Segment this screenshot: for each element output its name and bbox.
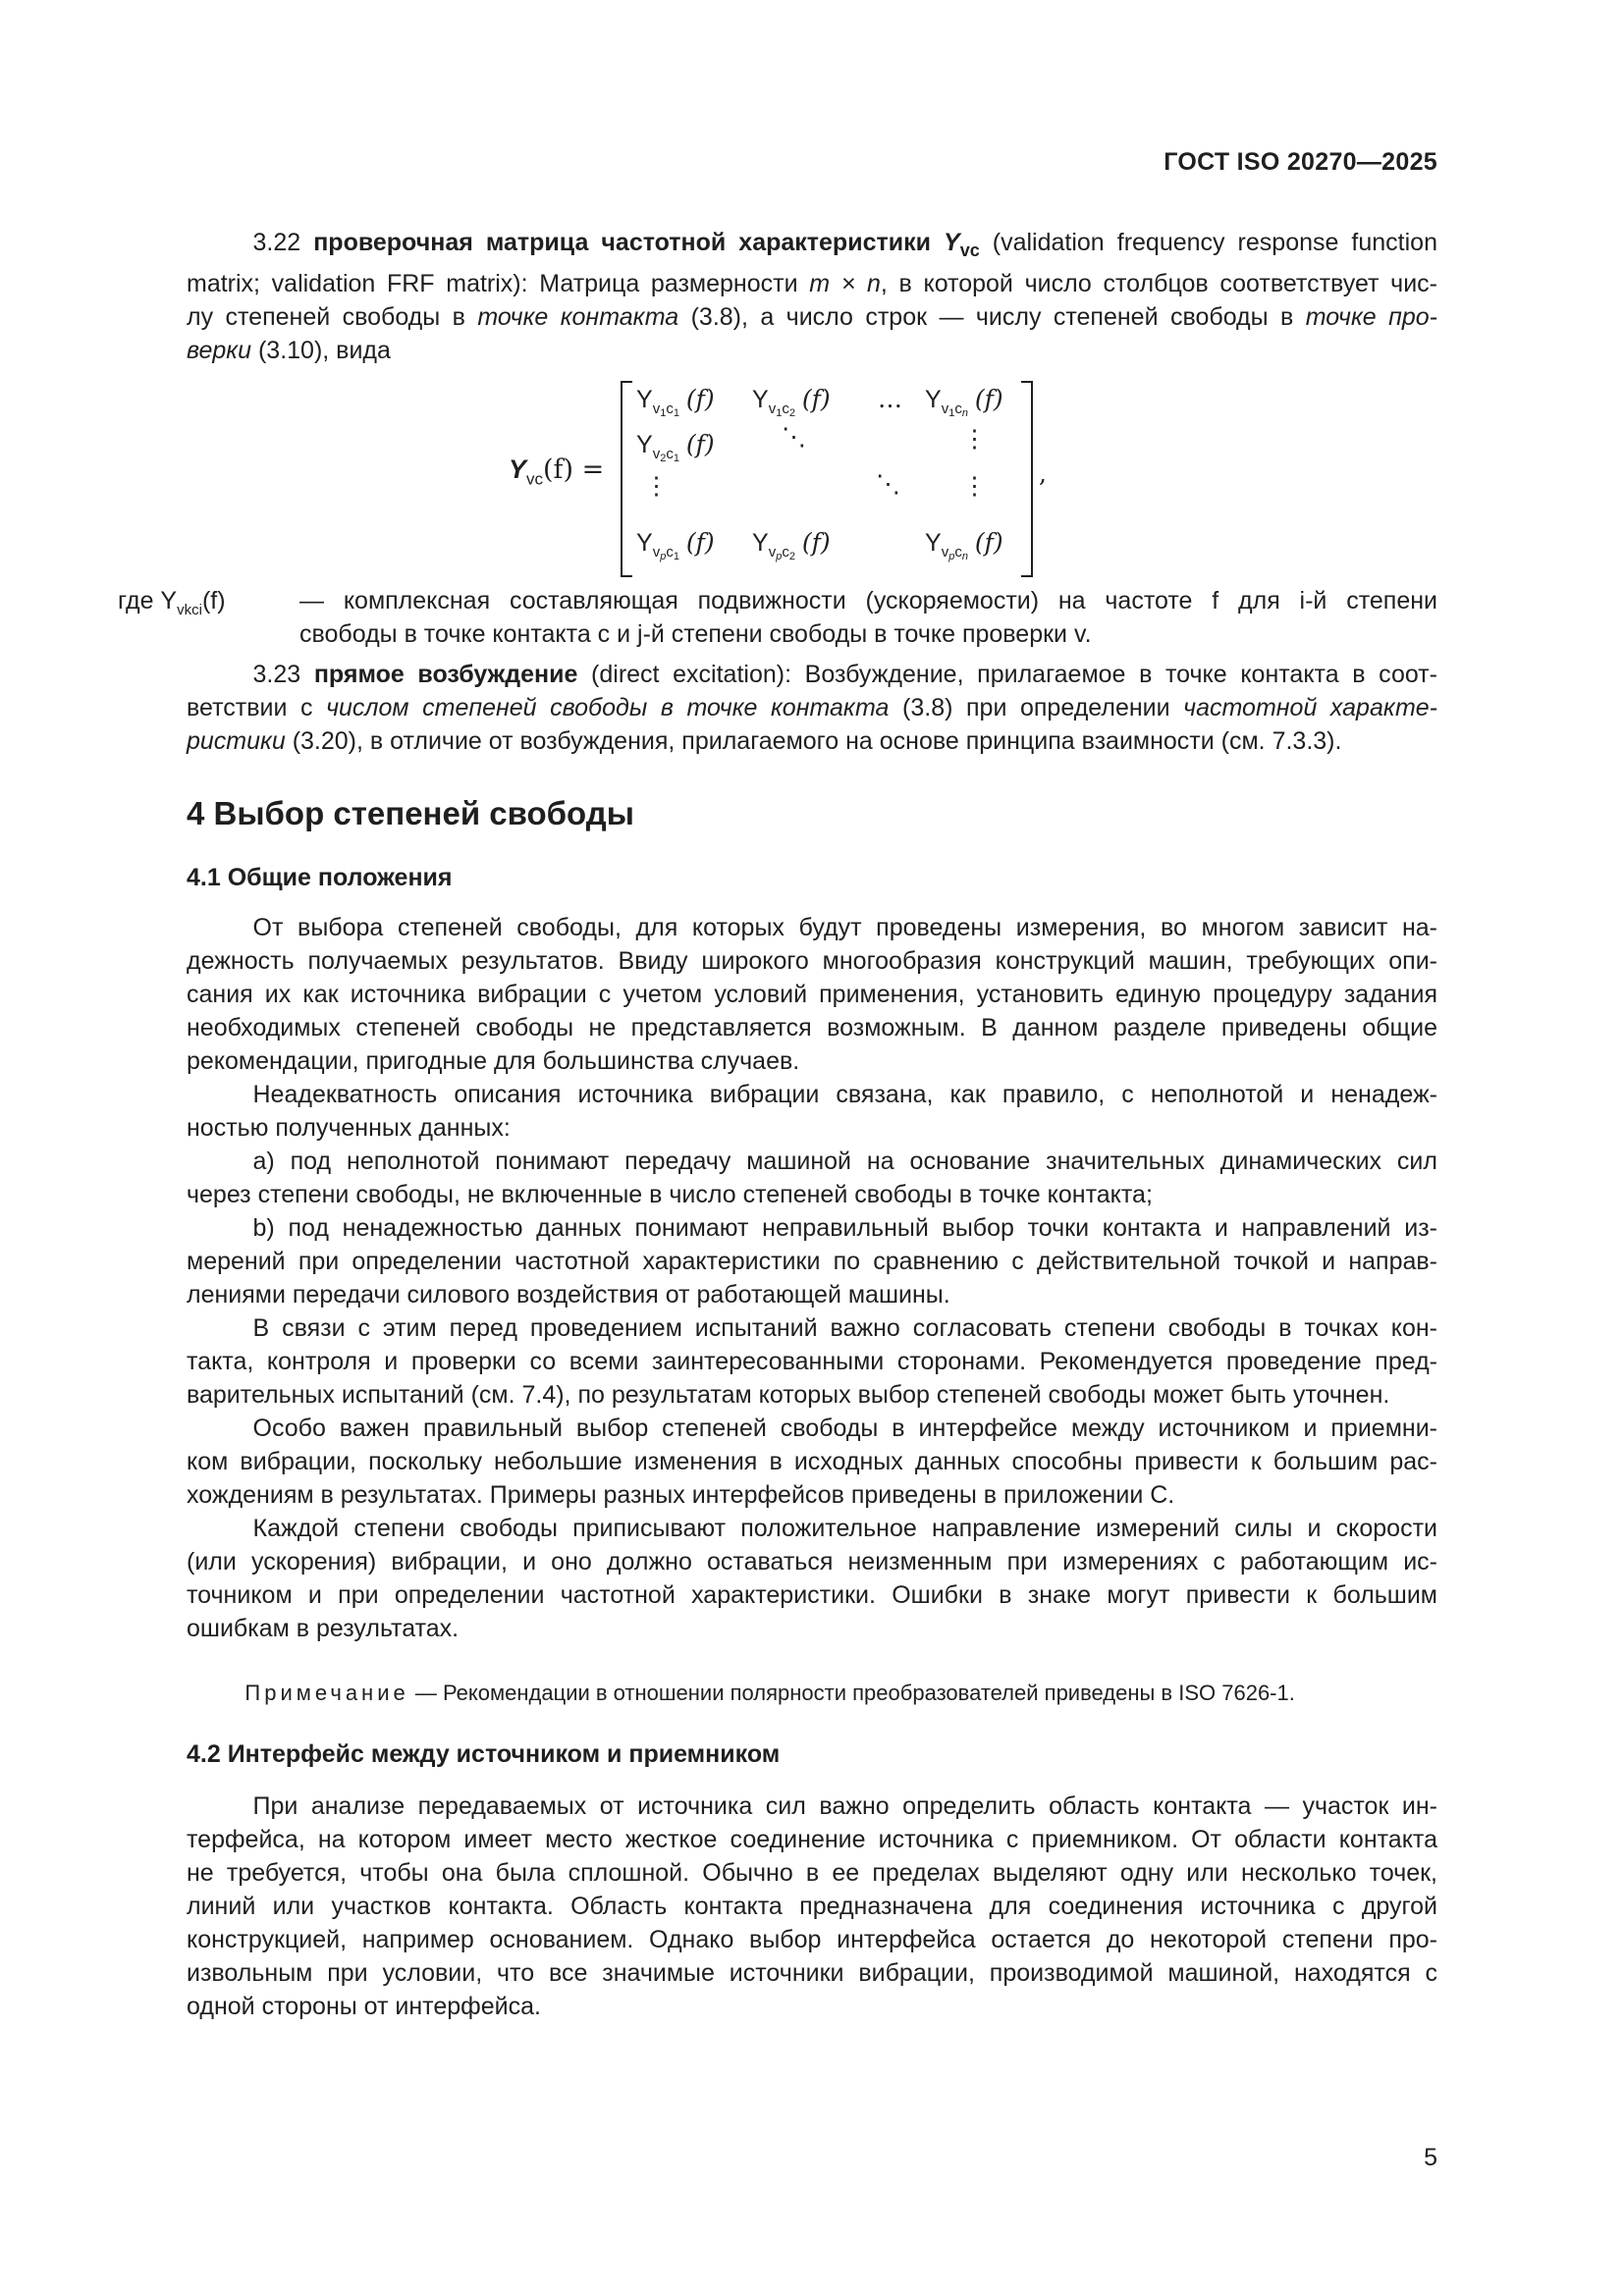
matrix-cell: $Y_{v_1c_n}$ (f): [925, 385, 1003, 419]
definition-line: лу степеней свободы в точке контакта (3.8), а число строк — числу степеней свободы в точке про-: [187, 303, 1437, 331]
left-bracket: [621, 381, 632, 577]
subsection-heading: 4.1 Общие положения: [187, 864, 453, 891]
matrix-label: $Y_{vc}(f)$ =: [509, 454, 605, 489]
subsection-heading: 4.2 Интерфейс между источником и приемником: [187, 1740, 781, 1768]
definition-3-23: 3.23 прямое возбуждение (direct excitation): Возбуждение, прилагаемое в точке контакта в соот- ветствии с числом степеней свободы в точке контакта (3.8) при определении частотной характе- ристики (3.20), в отличие от возбуждения, прилагаемого на основе принципа взаимности (см. 7.3.3).: [187, 661, 1438, 755]
frf-matrix-formula: $Y_{vc}(f)$ = $Y_{v_1c_1}$ (f) $Y_{v_1c_2}$ (f) … $Y_{v_1c_n}$ (f) $Y_{v_2c_1}$ (f) ⋱ ⋮ ⋮ ⋱ ⋮ $Y_{v_pc_1}$ (f) $Y_{v_pc_2}$ (f) $Y_{v_pc_n}$ (f) ,: [491, 373, 1100, 579]
matrix-cell: $Y_{v_1c_1}$ (f): [636, 385, 715, 419]
ellipsis: ⋮: [644, 471, 669, 500]
definition-line: 3.22 проверочная матрица частотной характеристики $Y_{vc}$ (validation frequency response function: [252, 229, 1437, 260]
section-heading: 4 Выбор степеней свободы: [187, 795, 634, 831]
where-text: — комплексная составляющая подвижности (ускоряемости) на частоте f для i-й степени свободы в точке контакта c и j-й степени свободы в точке проверки v.: [299, 587, 1437, 648]
ellipsis: ⋱: [876, 469, 900, 498]
matrix-cell: $Y_{v_pc_1}$ (f): [636, 528, 715, 562]
matrix-cell: $Y_{v_2c_1}$ (f): [636, 430, 715, 464]
matrix-cell: $Y_{v_pc_n}$ (f): [925, 528, 1003, 562]
ellipsis: ⋮: [962, 424, 987, 453]
definition-line: верки (3.10), вида: [187, 337, 391, 364]
standard-header: ГОСТ ISO 20270—2025: [1164, 148, 1437, 176]
definition-3-22: [187, 226, 1437, 367]
note: Примечание — Рекомендации в отношении полярности преобразователей приведены в ISO 7626-1.: [244, 1681, 1295, 1705]
matrix-cell: $Y_{v_pc_2}$ (f): [752, 528, 831, 562]
section-4-1-body: От выбора степеней свободы, для которых будут проведены измерения, во многом зависит на- дежность получаемых результатов. Ввиду широкого многообразия конструкций машин, требующих опи- сания их как источника вибрации с учетом условий применения, установить единую процедуру задания необходимых степеней свободы не представляется возможным. В данном разделе приведены общие рекомендации, пригодные для большинства случаев. Неадекватность описания источника вибрации связана, как правило, с неполнотой и ненадеж- ностью полученных данных: a) под неполнотой понимают передачу машиной на основание значительных динамических сил через степени свободы, не включенные в число степеней свободы в точке контакта; b) под ненадежностью данных понимают неправильный выбор точки контакта и направлений из- мерений при определении частотной характеристики по сравнению с действительной точкой и направ- лениями передачи силового воздействия от работающей машины. В связи с этим перед проведением испытаний важно согласовать степени свободы в точках кон- такта, контроля и проверки со всеми заинтересованными сторонами. Рекомендуется проведение пред- варительных испытаний (см. 7.4), по результатам которых выбор степеней свободы может быть уточнен. Особо важен правильный выбор степеней свободы в интерфейсе между источником и приемни- ком вибрации, поскольку небольшие изменения в исходных данных способны привести к большим рас- хождениям в результатах. Примеры разных интерфейсов приведены в приложении С. Каждой степени свободы приписывают положительное направление измерений силы и скорости (или ускорения) вибрации, и оно должно оставаться неизменным при измерениях с работающим ис- точником и при определении частотной характеристики. Ошибки в знаке могут привести к большим ошибкам в результатах.: [187, 914, 1437, 1642]
ellipsis: ⋱: [782, 422, 806, 451]
right-bracket: [1021, 381, 1033, 577]
where-label: где $Y_{vkci}(f)$: [118, 587, 226, 618]
section-4-2-body: При анализе передаваемых от источника сил важно определить область контакта — участок ин- терфейса, на котором имеет место жесткое соединение источника с приемником. От области контакта не требуется, чтобы она была сплошной. Обычно в ее пределах выделяют одну или несколько точек, линий или участков контакта. Область контакта предназначена для соединения источника с другой конструкцией, например основанием. Однако выбор интерфейса остается до некоторой степени про- извольным при условии, что все значимые источники вибрации, производимой машиной, находятся с одной стороны от интерфейса.: [187, 1792, 1437, 2020]
ellipsis: …: [878, 385, 902, 413]
definition-line: matrix; validation FRF matrix): Матрица размерности m × n, в которой число столбцов соответствует чис-: [187, 270, 1437, 297]
ellipsis: ⋮: [962, 471, 987, 500]
page-number: 5: [1424, 2144, 1437, 2171]
term: проверочная матрица частотной характеристики: [313, 229, 931, 256]
matrix-cell: $Y_{v_1c_2}$ (f): [752, 385, 831, 419]
